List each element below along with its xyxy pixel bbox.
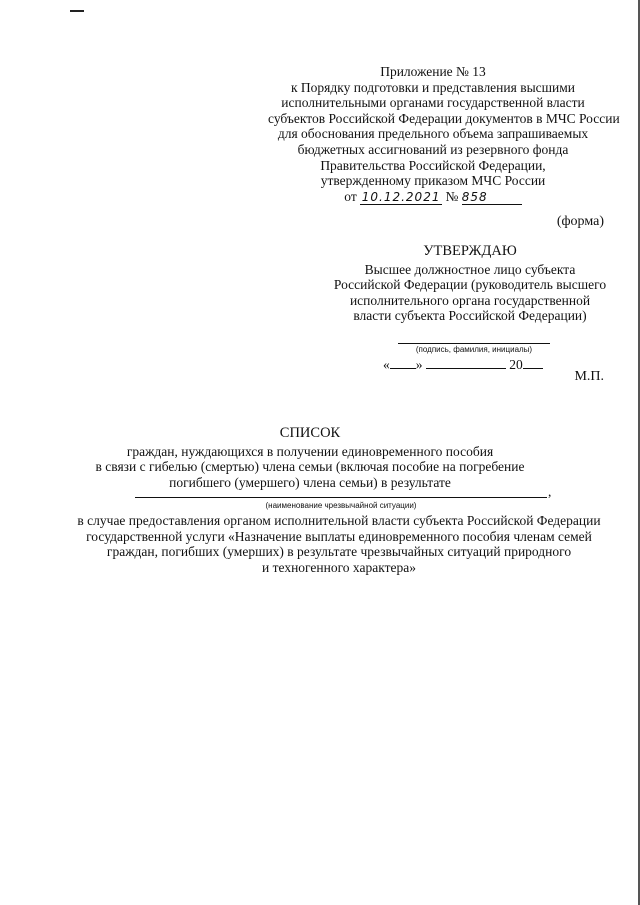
list-line: граждан, нуждающихся в получении единовременного пособия bbox=[126, 443, 494, 459]
service-line: государственной услуги «Назначение выплаты единовременного пособия членам семей bbox=[86, 528, 592, 544]
list-line: в связи с гибелью (смертью) члена семьи (включая пособие на погребение bbox=[95, 459, 525, 475]
date-open-quote: « bbox=[383, 357, 390, 372]
approval-line: Российской Федерации (руководитель высшего bbox=[333, 277, 607, 293]
approval-date bbox=[383, 356, 543, 373]
emergency-name-line bbox=[135, 497, 547, 498]
service-description bbox=[70, 513, 608, 575]
appendix-header bbox=[268, 64, 620, 205]
list-heading bbox=[80, 426, 540, 490]
scan-mark bbox=[70, 10, 84, 12]
appendix-number: Приложение № 13 bbox=[380, 64, 486, 79]
year-blank bbox=[523, 356, 543, 369]
order-number: 858 bbox=[461, 189, 488, 204]
order-date: 10.12.2021 bbox=[361, 189, 441, 204]
emergency-caption: (наименование чрезвычайной ситуации) bbox=[265, 501, 417, 510]
service-line: и техногенного характера» bbox=[262, 559, 416, 575]
order-prefix: от bbox=[344, 188, 357, 204]
list-line: погибшего (умершего) члена семьи) в результате bbox=[169, 474, 451, 490]
approval-title: УТВЕРЖДАЮ bbox=[423, 243, 517, 259]
header-line: субъектов Российской Федерации документов в МЧС России bbox=[268, 110, 620, 126]
order-line bbox=[268, 189, 598, 205]
signature-caption: (подпись, фамилия, инициалы) bbox=[415, 345, 533, 354]
approval-line: исполнительного органа государственной bbox=[349, 292, 591, 308]
form-label: (форма) bbox=[556, 214, 604, 229]
approval-block bbox=[320, 244, 620, 324]
stamp-label: М.П. bbox=[574, 369, 604, 384]
month-blank bbox=[426, 356, 506, 369]
service-line: в случае предоставления органом исполнительной власти субъекта Российской Федерации bbox=[77, 513, 601, 528]
approval-line: Высшее должностное лицо субъекта bbox=[364, 261, 576, 277]
signature-line bbox=[398, 343, 550, 344]
header-line: Правительства Российской Федерации, bbox=[320, 157, 546, 173]
order-date-field bbox=[360, 190, 442, 205]
header-line: утвержденному приказом МЧС России bbox=[320, 173, 546, 189]
date-year: 20 bbox=[509, 357, 523, 372]
order-number-label: № bbox=[445, 188, 459, 204]
list-title: СПИСОК bbox=[279, 425, 341, 441]
approval-line: власти субъекта Российской Федерации) bbox=[353, 308, 587, 324]
header-line: к Порядку подготовки и представления высшими bbox=[290, 79, 576, 95]
header-line: исполнительными органами государственной власти bbox=[281, 95, 585, 111]
service-line: граждан, погибших (умерших) в результате чрезвычайных ситуаций природного bbox=[106, 544, 572, 560]
day-blank bbox=[390, 356, 416, 369]
date-close-quote: » bbox=[415, 357, 423, 372]
emergency-comma: , bbox=[548, 484, 552, 499]
header-line: для обоснования предельного объема запрашиваемых bbox=[277, 126, 589, 142]
order-number-field bbox=[462, 190, 522, 205]
header-line: бюджетных ассигнований из резервного фонда bbox=[297, 141, 569, 157]
